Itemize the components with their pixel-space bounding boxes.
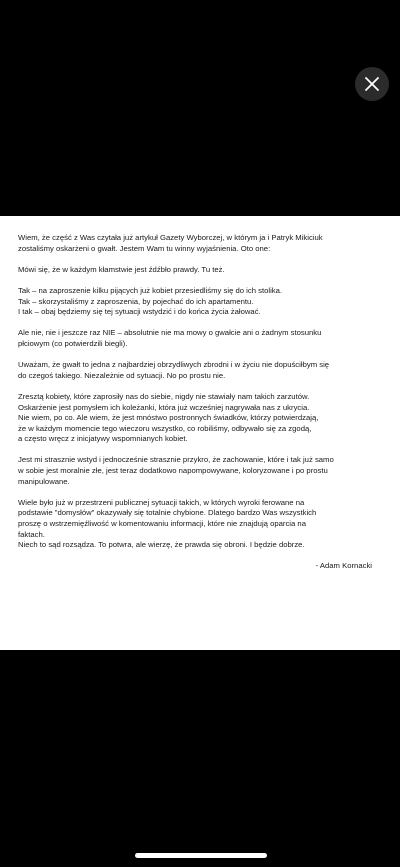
paragraph-6: Zresztą kobiety, które zaprosiły nas do siebie, nigdy nie stawiały nam takich zarzutów. Oskarżenie jest pomysłem ich koleżanki, która już wcześniej nagrywała nas z ukrycia. Nie wiem, po co. Ale wiem, że jest mnóstwo postronnych świadków, którzy potwierdzają, że w każdym momencie tego wieczoru wszystko, co robiliśmy, odbywało się za zgodą, a często wręcz z inicjatywy wspomnianych kobiet. <box>18 391 319 444</box>
home-indicator[interactable] <box>135 853 267 858</box>
paragraph-2: Mówi się, że w każdym kłamstwie jest źdźbło prawdy. Tu też. <box>18 264 225 274</box>
signature: - Adam Kornacki <box>315 561 372 571</box>
statement-document <box>0 216 400 650</box>
close-icon <box>364 76 380 92</box>
paragraph-4: Ale nie, nie i jeszcze raz NIE – absolutnie nie ma mowy o gwałcie ani o żadnym stosunku płciowym (co potwierdzili biegli). <box>18 328 322 348</box>
paragraph-8: Wiele było już w przestrzeni publicznej sytuacji takich, w których wyroki ferowane na podstawie "domysłów" okazywały się totalnie chybione. Dlatego bardzo Was wszystkich proszę o wstrzemięźliwość w komentowaniu informacji, które nie znajdują oparcia na faktach. Niech to sąd rozsądza. To potwra, ale wierzę, że prawda się obroni. I będzie dobrze. <box>18 497 317 550</box>
paragraph-7: Jest mi strasznie wstyd i jednocześnie strasznie przykro, że zachowanie, które i tak już samo w sobie jest moralnie złe, jest teraz dodatkowo napompowywane, koloryzowane i po prostu manipulowane. <box>18 455 334 486</box>
paragraph-5: Uważam, że gwałt to jedna z najbardziej obrzydliwych zbrodni i w życiu nie dopuściłbym się do czegoś takiego. Niezależnie od sytuacji. No po prostu nie. <box>18 360 330 380</box>
paragraph-1: Wiem, że część z Was czytała już artykuł Gazety Wyborczej, w którym ja i Patryk Mikiciuk zostaliśmy oskarżeni o gwałt. Jestem Wam tu winny wyjaśnienia. Oto one: <box>18 233 323 253</box>
paragraph-3: Tak – na zaproszenie kilku pijących już kobiet przesiedliśmy się do ich stolika. Tak – skorzystaliśmy z zaproszenia, by pojechać do ich apartamentu. I tak – obaj będziemy się tej sytuacji wstydzić i do końca życia żałować. <box>18 285 283 317</box>
close-button[interactable] <box>355 67 389 101</box>
